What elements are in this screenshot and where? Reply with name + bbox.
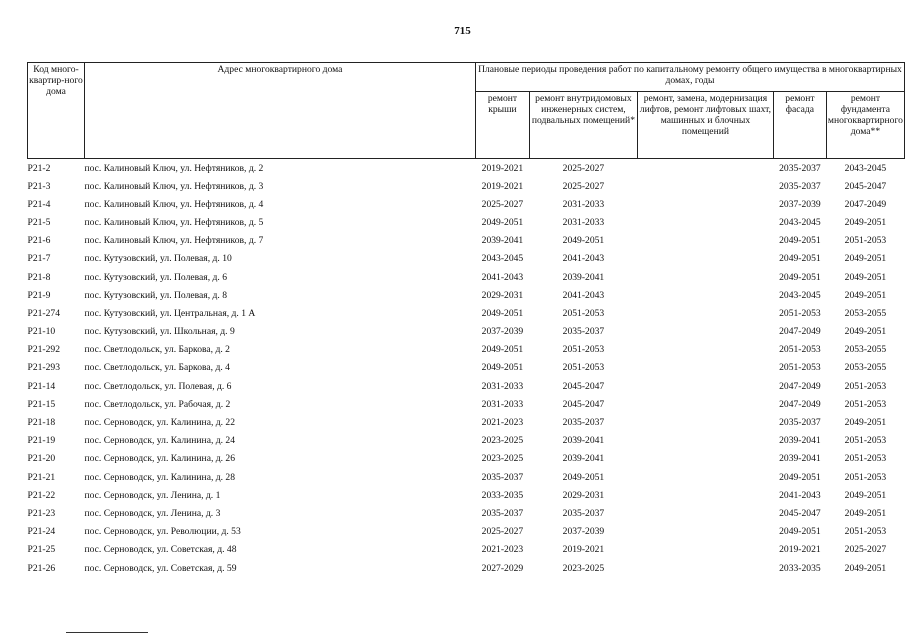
cell-foundation: 2051-2053	[844, 398, 887, 410]
table-row	[28, 504, 905, 522]
cell-facade: 2049-2051	[779, 253, 821, 265]
cell-elevators	[637, 450, 773, 468]
cell-address: пос. Кутузовский, ул. Полевая, д. 10	[84, 253, 232, 265]
cell-engineering: 2019-2021	[562, 544, 605, 556]
cell-code: P21-23	[27, 507, 56, 519]
cell-address: пос. Калиновый Ключ, ул. Нефтяников, д. 3	[84, 180, 264, 192]
cell-elevators	[637, 504, 773, 522]
cell-elevators	[637, 250, 773, 268]
cell-roof: 2049-2051	[481, 362, 524, 374]
cell-elevators	[637, 286, 773, 304]
cell-address: пос. Серноводск, ул. Ленина, д. 1	[84, 489, 221, 501]
cell-foundation: 2051-2053	[844, 435, 887, 447]
cell-code: P21-25	[27, 544, 56, 556]
cell-facade: 2019-2021	[779, 544, 821, 556]
cell-elevators	[637, 395, 773, 413]
table-body	[28, 159, 905, 578]
cell-address: пос. Светлодольск, ул. Баркова, д. 4	[84, 362, 230, 374]
cell-roof: 2019-2021	[481, 162, 524, 174]
cell-code: P21-22	[27, 489, 56, 501]
cell-roof: 2021-2023	[481, 417, 524, 429]
cell-foundation: 2053-2055	[844, 344, 887, 356]
cell-foundation: 2049-2051	[844, 271, 887, 283]
cell-code: P21-6	[27, 235, 51, 247]
cell-foundation: 2051-2053	[844, 471, 887, 483]
cell-engineering: 2031-2033	[562, 216, 605, 228]
cell-engineering: 2031-2033	[562, 198, 605, 210]
cell-foundation: 2053-2055	[844, 307, 887, 319]
cell-engineering: 2023-2025	[562, 562, 605, 574]
table-row	[28, 268, 905, 286]
cell-roof: 2049-2051	[481, 307, 524, 319]
cell-code: P21-24	[27, 526, 56, 538]
cell-code: P21-292	[27, 344, 61, 356]
table-row	[28, 323, 905, 341]
cell-engineering: 2051-2053	[562, 307, 605, 319]
cell-address: пос. Серноводск, ул. Калинина, д. 26	[84, 453, 236, 465]
cell-elevators	[637, 232, 773, 250]
cell-facade: 2051-2053	[779, 362, 821, 374]
cell-code: P21-15	[27, 398, 56, 410]
cell-engineering: 2039-2041	[562, 271, 605, 283]
table-row	[28, 195, 905, 213]
cell-roof: 2043-2045	[481, 253, 524, 265]
cell-code: P21-9	[27, 289, 51, 301]
cell-engineering: 2029-2031	[562, 489, 605, 501]
cell-engineering: 2051-2053	[562, 362, 605, 374]
cell-foundation: 2047-2049	[844, 198, 887, 210]
cell-foundation: 2051-2053	[844, 526, 887, 538]
cell-facade: 2045-2047	[779, 507, 821, 519]
cell-foundation: 2051-2053	[844, 453, 887, 465]
header-elevators: ремонт, замена, модернизация лифтов, ремонт лифтовых шахт, машинных и блочных помещений	[637, 92, 773, 159]
cell-elevators	[637, 413, 773, 431]
cell-code: P21-4	[27, 198, 51, 210]
cell-facade: 2035-2037	[779, 180, 821, 192]
table-row	[28, 413, 905, 431]
cell-facade: 2049-2051	[779, 271, 821, 283]
cell-foundation: 2025-2027	[844, 544, 887, 556]
cell-address: пос. Кутузовский, ул. Школьная, д. 9	[84, 326, 235, 338]
table-row	[28, 541, 905, 559]
header-facade: ремонт фасада	[773, 92, 826, 159]
table-row	[28, 359, 905, 377]
cell-code: P21-26	[27, 562, 56, 574]
cell-elevators	[637, 159, 773, 178]
cell-code: P21-21	[27, 471, 56, 483]
cell-address: пос. Кутузовский, ул. Центральная, д. 1 А	[84, 307, 256, 319]
cell-facade: 2047-2049	[779, 398, 821, 410]
cell-elevators	[637, 304, 773, 322]
cell-elevators	[637, 486, 773, 504]
cell-engineering: 2041-2043	[562, 253, 605, 265]
cell-roof: 2021-2023	[481, 544, 524, 556]
cell-facade: 2047-2049	[779, 326, 821, 338]
cell-address: пос. Светлодольск, ул. Полевая, д. 6	[84, 380, 232, 392]
cell-address: пос. Серноводск, ул. Советская, д. 48	[84, 544, 237, 556]
cell-address: пос. Серноводск, ул. Калинина, д. 24	[84, 435, 236, 447]
cell-foundation: 2049-2051	[844, 253, 887, 265]
cell-elevators	[637, 268, 773, 286]
cell-engineering: 2039-2041	[562, 453, 605, 465]
cell-code: P21-2	[27, 162, 51, 174]
cell-engineering: 2049-2051	[562, 235, 605, 247]
cell-engineering: 2051-2053	[562, 344, 605, 356]
cell-engineering: 2035-2037	[562, 507, 605, 519]
cell-engineering: 2045-2047	[562, 380, 605, 392]
cell-roof: 2027-2029	[481, 562, 524, 574]
header-address: Адрес многоквартирного дома	[84, 63, 475, 159]
cell-code: P21-274	[27, 307, 61, 319]
cell-code: P21-20	[27, 453, 56, 465]
cell-engineering: 2035-2037	[562, 326, 605, 338]
cell-roof: 2019-2021	[481, 180, 524, 192]
cell-engineering: 2025-2027	[562, 180, 605, 192]
cell-elevators	[637, 432, 773, 450]
cell-roof: 2029-2031	[481, 289, 524, 301]
cell-foundation: 2049-2051	[844, 489, 887, 501]
cell-roof: 2033-2035	[481, 489, 524, 501]
cell-foundation: 2049-2051	[844, 326, 887, 338]
cell-roof: 2023-2025	[481, 453, 524, 465]
cell-elevators	[637, 541, 773, 559]
cell-facade: 2033-2035	[779, 562, 821, 574]
cell-roof: 2023-2025	[481, 435, 524, 447]
table-row	[28, 232, 905, 250]
cell-address: пос. Светлодольск, ул. Баркова, д. 2	[84, 344, 230, 356]
cell-foundation: 2049-2051	[844, 507, 887, 519]
header-engineering: ремонт внутридомовых инженерных систем, подвальных помещений*	[529, 92, 637, 159]
table-row	[28, 486, 905, 504]
footnote-divider	[66, 632, 148, 633]
cell-code: P21-293	[27, 362, 61, 374]
table-row	[28, 341, 905, 359]
cell-address: пос. Калиновый Ключ, ул. Нефтяников, д. 5	[84, 216, 264, 228]
cell-roof: 2035-2037	[481, 471, 524, 483]
page-number: 715	[454, 25, 471, 37]
table-row	[28, 159, 905, 178]
cell-facade: 2041-2043	[779, 489, 821, 501]
cell-elevators	[637, 559, 773, 577]
cell-roof: 2049-2051	[481, 344, 524, 356]
table-row	[28, 177, 905, 195]
cell-roof: 2025-2027	[481, 198, 524, 210]
cell-facade: 2035-2037	[779, 162, 821, 174]
cell-facade: 2043-2045	[779, 289, 821, 301]
cell-address: пос. Кутузовский, ул. Полевая, д. 6	[84, 271, 227, 283]
cell-facade: 2043-2045	[779, 216, 821, 228]
cell-facade: 2051-2053	[779, 344, 821, 356]
cell-foundation: 2049-2051	[844, 562, 887, 574]
cell-elevators	[637, 377, 773, 395]
cell-code: P21-3	[27, 180, 51, 192]
cell-facade: 2039-2041	[779, 435, 821, 447]
cell-facade: 2035-2037	[779, 417, 821, 429]
cell-address: пос. Светлодольск, ул. Рабочая, д. 2	[84, 398, 231, 410]
cell-foundation: 2051-2053	[844, 235, 887, 247]
table-row	[28, 213, 905, 231]
cell-foundation: 2049-2051	[844, 417, 887, 429]
cell-roof: 2041-2043	[481, 271, 524, 283]
cell-elevators	[637, 468, 773, 486]
cell-address: пос. Калиновый Ключ, ул. Нефтяников, д. 2	[84, 162, 264, 174]
table-row	[28, 304, 905, 322]
cell-facade: 2049-2051	[779, 235, 821, 247]
header-code: Код много-квартир-ного дома	[28, 63, 85, 159]
cell-address: пос. Серноводск, ул. Советская, д. 59	[84, 562, 237, 574]
cell-elevators	[637, 523, 773, 541]
cell-code: P21-14	[27, 380, 56, 392]
cell-facade: 2051-2053	[779, 307, 821, 319]
cell-facade: 2039-2041	[779, 453, 821, 465]
cell-engineering: 2025-2027	[562, 162, 605, 174]
cell-facade: 2049-2051	[779, 471, 821, 483]
cell-code: P21-19	[27, 435, 56, 447]
cell-engineering: 2045-2047	[562, 398, 605, 410]
cell-engineering: 2037-2039	[562, 526, 605, 538]
cell-engineering: 2041-2043	[562, 289, 605, 301]
cell-foundation: 2043-2045	[844, 162, 887, 174]
table-row	[28, 468, 905, 486]
cell-code: P21-10	[27, 326, 56, 338]
cell-engineering: 2035-2037	[562, 417, 605, 429]
cell-address: пос. Кутузовский, ул. Полевая, д. 8	[84, 289, 227, 301]
table-row	[28, 450, 905, 468]
header-foundation: ремонт фундамента многоквартирного дома**	[826, 92, 904, 159]
cell-elevators	[637, 341, 773, 359]
cell-address: пос. Калиновый Ключ, ул. Нефтяников, д. 7	[84, 235, 264, 247]
cell-roof: 2035-2037	[481, 507, 524, 519]
cell-address: пос. Серноводск, ул. Калинина, д. 28	[84, 471, 236, 483]
cell-foundation: 2051-2053	[844, 380, 887, 392]
cell-facade: 2037-2039	[779, 198, 821, 210]
cell-elevators	[637, 195, 773, 213]
cell-foundation: 2045-2047	[844, 180, 887, 192]
repair-schedule-table	[27, 62, 905, 577]
cell-foundation: 2053-2055	[844, 362, 887, 374]
cell-foundation: 2049-2051	[844, 289, 887, 301]
table-row	[28, 523, 905, 541]
cell-roof: 2037-2039	[481, 326, 524, 338]
cell-code: P21-8	[27, 271, 51, 283]
table-row	[28, 395, 905, 413]
cell-engineering: 2039-2041	[562, 435, 605, 447]
cell-code: P21-7	[27, 253, 51, 265]
cell-roof: 2031-2033	[481, 398, 524, 410]
cell-engineering: 2049-2051	[562, 471, 605, 483]
cell-elevators	[637, 177, 773, 195]
cell-elevators	[637, 359, 773, 377]
cell-facade: 2049-2051	[779, 526, 821, 538]
table-row	[28, 250, 905, 268]
cell-roof: 2039-2041	[481, 235, 524, 247]
cell-roof: 2025-2027	[481, 526, 524, 538]
cell-address: пос. Серноводск, ул. Калинина, д. 22	[84, 417, 236, 429]
cell-elevators	[637, 213, 773, 231]
cell-roof: 2049-2051	[481, 216, 524, 228]
table-row	[28, 377, 905, 395]
cell-foundation: 2049-2051	[844, 216, 887, 228]
cell-facade: 2047-2049	[779, 380, 821, 392]
cell-address: пос. Серноводск, ул. Революции, д. 53	[84, 526, 241, 538]
table-row	[28, 559, 905, 577]
header-roof: ремонт крыши	[475, 92, 529, 159]
cell-code: P21-5	[27, 216, 51, 228]
cell-elevators	[637, 323, 773, 341]
table-row	[28, 286, 905, 304]
cell-address: пос. Серноводск, ул. Ленина, д. 3	[84, 507, 221, 519]
table-row	[28, 432, 905, 450]
header-periods: Плановые периоды проведения работ по капитальному ремонту общего имущества в многоквартирных домах, годы	[475, 63, 904, 92]
cell-code: P21-18	[27, 417, 56, 429]
cell-roof: 2031-2033	[481, 380, 524, 392]
cell-address: пос. Калиновый Ключ, ул. Нефтяников, д. 4	[84, 198, 264, 210]
